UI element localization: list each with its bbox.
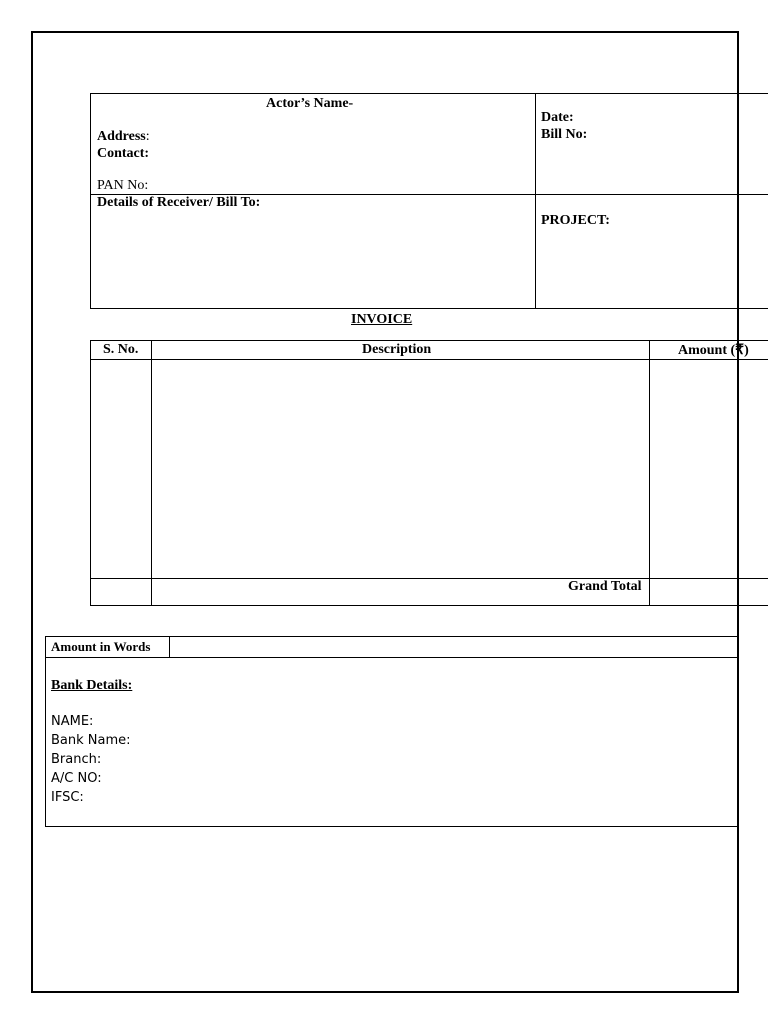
bank-field-branch: Branch: [51, 752, 102, 767]
address-label: Address: [97, 129, 150, 144]
column-header-s-no: S. No. [103, 342, 139, 357]
date-label: Date: [541, 110, 574, 125]
column-header-amount: Amount (₹) [678, 343, 749, 358]
bill-no-label: Bill No: [541, 127, 588, 142]
contact-label: Contact: [97, 146, 150, 161]
bank-details-title: Bank Details: [51, 678, 133, 693]
bank-field-name: NAME: [51, 714, 94, 729]
receiver-label: Details of Receiver/ Bill To: [97, 195, 261, 210]
grand-total-label: Grand Total [568, 579, 642, 594]
actor-name-label: Actor’s Name- [266, 96, 354, 111]
column-header-description: Description [362, 342, 432, 357]
bank-field-bank-name: Bank Name: [51, 733, 131, 748]
bank-field-ifsc: IFSC: [51, 790, 84, 805]
bank-field-ac-no: A/C NO: [51, 771, 102, 786]
page-border [31, 31, 739, 993]
pan-label: PAN No: [97, 178, 149, 193]
invoice-title: INVOICE [351, 312, 413, 327]
project-label: PROJECT: [541, 213, 610, 228]
amount-in-words-label: Amount in Words [51, 639, 151, 654]
